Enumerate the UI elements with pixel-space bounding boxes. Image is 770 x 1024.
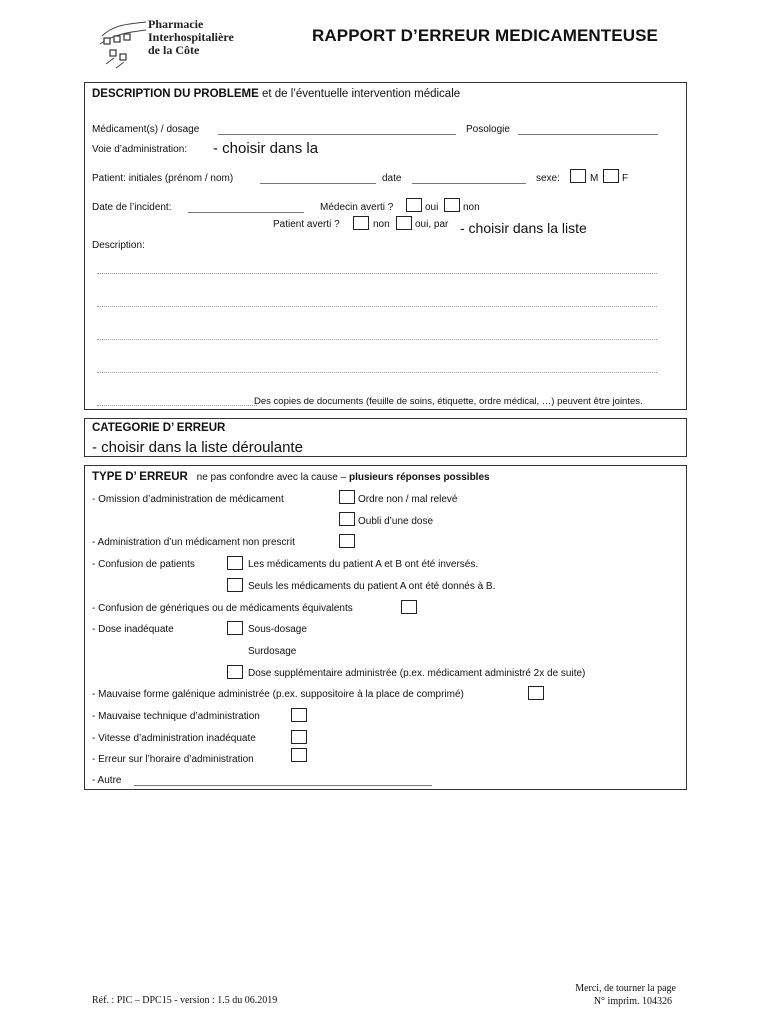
vitesse-checkbox[interactable]	[291, 730, 307, 744]
patient-oui-label: oui, par	[415, 219, 449, 230]
description-heading-bold: DESCRIPTION DU PROBLEME	[92, 88, 259, 100]
type-note: ne pas confondre avec la cause –	[196, 472, 347, 483]
dose-label: - Dose inadéquate	[92, 624, 174, 635]
patient-averti-label: Patient averti ?	[273, 219, 340, 230]
footer-imprim: N° imprim. 104326	[593, 996, 672, 1007]
dose-opt1-checkbox[interactable]	[227, 621, 243, 635]
non-prescrit-label: - Administration d’un médicament non prescrit	[92, 537, 295, 548]
vitesse-label: - Vitesse d’administration inadéquate	[92, 733, 256, 744]
horaire-checkbox[interactable]	[291, 748, 307, 762]
footer-ref: Réf. : PIC – DPC15 - version : 1.5 du 06.2019	[92, 995, 278, 1006]
medecin-non-label: non	[463, 202, 480, 213]
patient-oui-checkbox[interactable]	[396, 216, 412, 230]
incident-date-field[interactable]	[188, 203, 304, 213]
generiques-label: - Confusion de génériques ou de médicaments équivalents	[92, 603, 353, 614]
technique-checkbox[interactable]	[291, 708, 307, 722]
copies-note: Des copies de documents (feuille de soins, étiquette, ordre médical, …) peuvent être jointes.	[254, 396, 643, 407]
non-prescrit-checkbox[interactable]	[339, 534, 355, 548]
dose-opt1-label: Sous-dosage	[248, 624, 307, 635]
date-field[interactable]	[412, 174, 526, 184]
posologie-field[interactable]	[518, 125, 658, 135]
confusion-patients-label: - Confusion de patients	[92, 559, 195, 570]
forme-checkbox[interactable]	[528, 686, 544, 700]
patient-non-checkbox[interactable]	[353, 216, 369, 230]
horaire-label: - Erreur sur l’horaire d’administration	[92, 754, 254, 765]
incident-label: Date de l’incident:	[92, 202, 172, 213]
dose-opt2-label: Surdosage	[248, 646, 297, 657]
description-line-3[interactable]	[97, 339, 657, 340]
medecin-oui-label: oui	[425, 202, 439, 213]
posologie-label: Posologie	[466, 124, 510, 135]
confusion-opt2-checkbox[interactable]	[227, 578, 243, 592]
omission-label: - Omission d’administration de médicament	[92, 494, 284, 505]
categorie-heading: CATEGORIE D’ ERREUR	[92, 422, 226, 434]
voie-label: Voie d’administration:	[92, 144, 188, 155]
technique-label: - Mauvaise technique d’administration	[92, 711, 260, 722]
autre-field[interactable]	[134, 776, 432, 786]
logo-line-2: Interhospitalière	[148, 30, 234, 44]
medecin-non-checkbox[interactable]	[444, 198, 460, 212]
confusion-opt1-label: Les médicaments du patient A et B ont été inversés.	[248, 559, 479, 570]
description-line-4[interactable]	[97, 372, 657, 373]
patient-label: Patient: initiales (prénom / nom)	[92, 173, 234, 184]
sexe-m-checkbox[interactable]	[570, 169, 586, 183]
dose-opt3-label: Dose supplémentaire administrée (p.ex. médicament administré 2x de suite)	[248, 668, 586, 679]
autre-label: - Autre	[92, 775, 122, 786]
dose-opt3-checkbox[interactable]	[227, 665, 243, 679]
forme-label: - Mauvaise forme galénique administrée (p.ex. suppositoire à la place de comprimé)	[92, 689, 464, 700]
sexe-f-checkbox[interactable]	[603, 169, 619, 183]
medecin-oui-checkbox[interactable]	[406, 198, 422, 212]
categorie-select[interactable]: - choisir dans la liste déroulante	[92, 439, 303, 456]
date-label: date	[382, 173, 402, 184]
description-line-5[interactable]	[97, 405, 257, 406]
description-heading-suffix: et de l’éventuelle intervention médicale	[258, 88, 461, 100]
description-heading	[92, 88, 460, 100]
omission-opt1-checkbox[interactable]	[339, 490, 355, 504]
description-line-1[interactable]	[97, 273, 657, 274]
omission-opt1-label: Ordre non / mal relevé	[358, 494, 458, 505]
medecin-label: Médecin averti ?	[320, 202, 394, 213]
sexe-f-label: F	[622, 173, 629, 184]
patient-non-label: non	[373, 219, 390, 230]
confusion-opt2-label: Seuls les médicaments du patient A ont été donnés à B.	[248, 581, 496, 592]
sexe-m-label: M	[590, 173, 599, 184]
confusion-opt1-checkbox[interactable]	[227, 556, 243, 570]
omission-opt2-label: Oubli d’une dose	[358, 516, 434, 527]
type-heading-line	[92, 471, 490, 483]
footer-merci: Merci, de tourner la page	[575, 983, 676, 994]
logo-line-1: Pharmacie	[148, 17, 204, 31]
description-label: Description:	[92, 240, 145, 251]
page-title: RAPPORT D’ERREUR MEDICAMENTEUSE	[312, 26, 658, 45]
logo-line-3: de la Côte	[148, 43, 200, 57]
sexe-label: sexe:	[536, 173, 560, 184]
medicament-label: Médicament(s) / dosage	[92, 124, 200, 135]
medicament-field[interactable]	[218, 125, 456, 135]
type-note-bold: plusieurs réponses possibles	[348, 472, 490, 483]
description-line-2[interactable]	[97, 306, 657, 307]
generiques-checkbox[interactable]	[401, 600, 417, 614]
type-heading: TYPE D’ ERREUR	[92, 471, 188, 483]
cross-logo-icon	[96, 16, 148, 72]
logo	[96, 16, 266, 72]
omission-opt2-checkbox[interactable]	[339, 512, 355, 526]
voie-select[interactable]: - choisir dans la	[213, 140, 319, 157]
patient-par-select[interactable]: - choisir dans la liste	[460, 220, 587, 236]
patient-initials-field[interactable]	[260, 174, 376, 184]
